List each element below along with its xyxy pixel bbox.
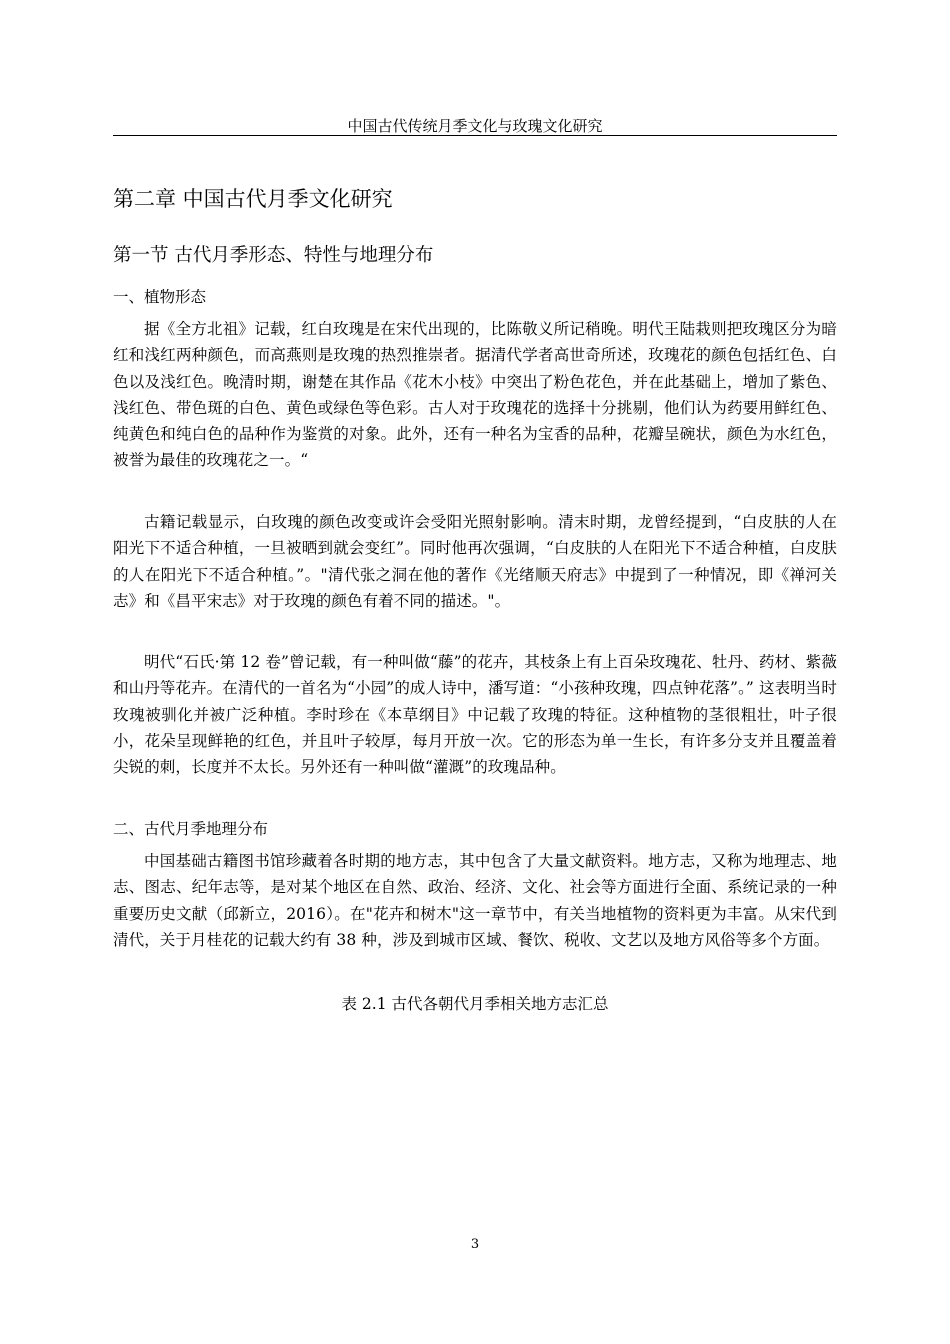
subsection-heading-plant-morphology: 一、植物形态 (113, 288, 207, 306)
section-title: 第一节 古代月季形态、特性与地理分布 (113, 245, 434, 266)
page-number: 3 (470, 1237, 480, 1252)
running-header: 中国古代传统月季文化与玫瑰文化研究 (347, 117, 603, 135)
subsection-heading-geographic-distribution: 二、古代月季地理分布 (113, 820, 269, 838)
paragraph: 古籍记载显示，白玫瑰的颜色改变或许会受阳光照射影响。清末时期，龙曾经提到，“白皮肤的人在阳光下不适合种植，一旦被晒到就会变红”。同时他再次强调，“白皮肤的人在阳光下不适合种植，白皮肤的人在阳光下不适合种植。”。"清代张之洞在他的著作《光绪顺天府志》中提到了一种情况，即《禅河关志》和《昌平宋志》对于玫瑰的颜色有着不同的描述。"。 (113, 513, 837, 610)
paragraph: 据《全方北祖》记载，红白玫瑰是在宋代出现的，比陈敬义所记稍晚。明代王陆栽则把玫瑰区分为暗红和浅红两种颜色，而高燕则是玫瑰的热烈推崇者。据清代学者高世奇所述，玫瑰花的颜色包括红色、白色以及浅红色。晚清时期，谢楚在其作品《花木小枝》中突出了粉色花色，并在此基础上，增加了紫色、浅红色、带色斑的白色、黄色或绿色等色彩。古人对于玫瑰花的选择十分挑剔，他们认为药要用鲜红色、纯黄色和纯白色的品种作为鉴赏的对象。此外，还有一种名为宝香的品种，花瓣呈碗状，颜色为水红色，被誉为最佳的玫瑰花之一。“ (113, 320, 837, 470)
paragraph: 明代“石氏·第 12 卷”曾记载，有一种叫做“藤”的花卉，其枝条上有上百朵玫瑰花、牡丹、药材、紫薇和山丹等花卉。在清代的一首名为“小园”的成人诗中，潘写道：“小孩种玫瑰，四点钟花落”。” 这表明当时玫瑰被驯化并被广泛种植。李时珍在《本草纲目》中记载了玫瑰的特征。这种植物的茎很粗壮，叶子很小，花朵呈现鲜艳的红色，并且叶子较厚，每月开放一次。它的形态为单一生长，有许多分支并且覆盖着尖锐的刺，长度并不太长。另外还有一种叫做“灌溉”的玫瑰品种。 (113, 653, 837, 777)
paragraph: 中国基础古籍图书馆珍藏着各时期的地方志，其中包含了大量文献资料。地方志，又称为地理志、地志、图志、纪年志等，是对某个地区在自然、政治、经济、文化、社会等方面进行全面、系统记录的一种重要历史文献（邱新立，2016）。在"花卉和树木"这一章节中，有关当地植物的资料更为丰富。从宋代到清代，关于月桂花的记载大约有 38 种，涉及到城市区域、餐饮、税收、文艺以及地方风俗等多个方面。 (113, 852, 837, 949)
chapter-title: 第二章 中国古代月季文化研究 (113, 187, 393, 211)
table-caption: 表 2.1 古代各朝代月季相关地方志汇总 (341, 995, 609, 1013)
header-rule (113, 135, 837, 136)
